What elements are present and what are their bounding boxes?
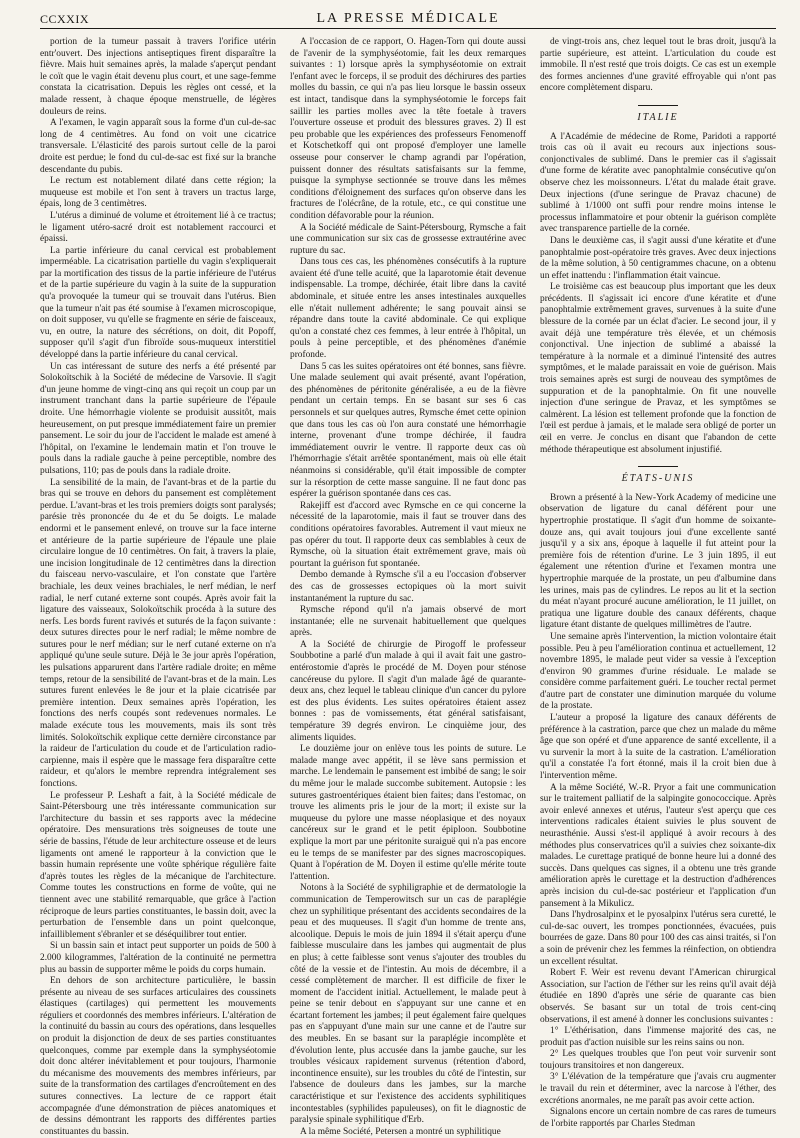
paragraph: Une semaine après l'intervention, la miction volontaire était possible. Peu à peu l'amélioration continua et actuellement, 12 novembre 1895, le malade peut vider sa vessie à l'exception d'environ 90 grammes d'urine résiduale. Le malade se considère comme parfaitement guéri. Le toucher rectal permet d'autre part de constater une diminution marquée du volume de la prostate. [540, 631, 776, 712]
paragraph: En dehors de son architecture particulière, le bassin présente au niveau de ses surfaces articulaires des coussinets élastiques (cartilages) qui permettent les mouvements réguliers et coordonnés des membres inférieurs. L'altération de la continuité du bassin au cours des opérations, dans lesquelles on produit la disjonction de deux de ses parties constituantes quelconques, comme par exemple dans la symphyséotomie doit donc altérer inévitablement et pour toujours, l'harmonie du mécanisme des mouvements des membres inférieurs, par suite de la transformation des cartilages d'encroûtement en des sutures connectives. La lecture de ce rapport était accompagnée d'une démonstration de pièces anatomiques et de dessins démontrant les rapports des différentes parties constituantes du bassin. [40, 976, 276, 1137]
column-3 [540, 37, 777, 1129]
paragraph: Robert F. Weir est revenu devant l'American chirurgical Association, sur l'action de l'éther sur les reins qu'il avait déjà étudiée en 1890 d'après une série de quarante cas bien observés. Se basant sur un total de trois cent-cinq observations, il est amené à donner les conclusions suivantes : [540, 968, 776, 1025]
paragraph: Notons à la Société de syphiligraphie et de dermatologie la communication de Temperowitsch sur un cas de paraplégie chez un syphilitique présentant des accidents secondaires de la peau et des muqueuses. Il s'agit d'un homme de trente ans, alcoolique. Depuis le mois de juin 1894 il s'était aperçu d'une faiblesse musculaire dans les jambes qui augmentait de plus en plus; à cette faiblesse sont venus s'ajouter des troubles du côté de la vessie et de l'intestin. Au mois de décembre, il a cessé complètement de marcher. Il est difficile de fixer le moment de l'accident initial. Actuellement, le malade peut à peine se tenir debout en s'appuyant sur une canne et en écartant fortement les jambes; il peut également faire quelques pas en s'appuyant d'une main sur une canne et de l'autre sur des meubles. En se basant sur la paraplégie incomplète et d'évolution lente, plus accusée dans la jambe gauche, sur les troubles vésicaux rapidement survenus (rétention d'abord, incontinence ensuite), sur les troubles du côté de l'intestin, sur l'absence de douleurs dans les jambes, sur la marche caractéristique et sur l'existence des accidents syphilitiques incontestables (syphilides papuleuses), on fit le diagnostic de paralysie spinale syphilitique d'Erb. [290, 883, 526, 1126]
paragraph: Le professeur P. Leshaft a fait, à la Société médicale de Saint-Pétersbourg une très intéressante communication sur l'architecture du bassin et ses rapports avec la médecine opératoire. Des mensurations très soigneuses de toute une série de bassins, l'étude de leur architecture osseuse et de leurs ligaments ont amené le rapporteur à la conviction que le bassin humain représente une voûte sphérique régulière faite d'après toutes les règles de la mécanique de l'architecture. Comme toutes les constructions en forme de voûte, qui ne tiennent avec une stabilité remarquable, que grâce à l'action réciproque de leurs parties constituantes, le bassin doit, avec la perturbation de l'ensemble dans un point quelconque, infailliblement s'ébranler et se déséquilibrer tout entier. [40, 790, 276, 940]
paragraph: Le douzième jour on enlève tous les points de suture. Le malade mange avec appétit, il se lève sans permission et marche. Le lendemain le pansement est imbibé de sang; le soir du même jour le malade succombe subitement. Autopsie : les sutures gastroentériques étaient bien faites; dans l'estomac, on trouve les aliments pris le jour de la mort; il existe sur la muqueuse du pylore une masse néoplasique et des noyaux cancéreux sur le grand et le petit épiploon. Soubbotine explique la mort par une péritonite suraiguë qui n'a pas encore eu le temps de se manifester par des signes macroscopiques. Quant à l'opération de M. Doyen il estime qu'elle mérite toute l'attention. [290, 744, 526, 882]
paragraph: Dans 5 cas les suites opératoires ont été bonnes, sans fièvre. Une malade seulement qui avait présenté, avant l'opération, des phénomènes de péritonite généralisée, a eu de la fièvre pendant un certain temps. En se basant sur ses 6 cas personnels et sur quelques autres, Rymsche émet cette opinion que dans tous les cas où l'on aura constaté une hémorrhagie interne, provenant d'une trompe déchirée, il faudra immédiatement ouvrir le ventre. Il rapporte deux cas où l'hémorrhagie s'était arrêtée spontanément, mais où elle était néanmoins si considérable, qu'il était impossible de compter sur la résorption de cette masse sanguine. Il ne faut donc pas espérer la guérison spontanée dans ces cas. [290, 361, 526, 500]
paragraph: L'utérus a diminué de volume et étroitement lié à ce tractus; le ligament utéro-sacré droit est notablement raccourci et épaissi. [40, 210, 276, 245]
column-1 [40, 37, 276, 1137]
paragraph: A la même Société, Petersen a montré un syphilitique [300, 1126, 501, 1137]
paragraph: 2° Les quelques troubles que l'on peut voir survenir sont toujours transitoires et non dangereux. [540, 1049, 776, 1071]
column-2 [290, 37, 526, 1137]
page-header [40, 6, 776, 29]
section-title: ÉTATS-UNIS [621, 473, 695, 485]
paragraph: L'auteur a proposé la ligature des canaux déférents de préférence à la castration, parce que chez un malade du même âge que son opéré et d'une apparence de santé excellente, il a vu survenir la mort à la suite de la castration. L'amélioration qu'il a constatée l'a fort étonné, mais il la croit bien due à l'intervention même. [540, 713, 776, 782]
paragraph: de vingt-trois ans, chez lequel tout le bras droit, jusqu'à la partie supérieure, est atteint. L'articulation du coude est immobile. Il n'est resté que trois doigts. Ce cas est un exemple des formes anciennes d'une gravité effroyable qui n'ont pas encore complètement disparu. [540, 37, 776, 94]
journal-title: LA PRESSE MÉDICALE [316, 11, 500, 26]
paragraph: Dans l'hydrosalpinx et le pyosalpinx l'utérus sera curetté, le cul-de-sac ouvert, les trompes ponctionnées, évacuées, puis bourrées de gaze. Dans 80 pour 100 des cas ainsi traités, si l'on a soin de prévenir chez les femmes la réinfection, on obtiendra un excellent résultat. [540, 910, 777, 967]
paragraph: La partie inférieure du canal cervical est probablement imperméable. La cicatrisation partielle du vagin s'expliquerait par la mortification des tissus de la partie inférieure de l'utérus et de la partie supérieure du vagin à la suite de la suppuration qu'a provoquée la tumeur qui se trouvait dans l'utérus. Bien que la tumeur n'ait pas été soumise à l'examen microscopique, on doit supposer, vu qu'elle se fragmente en série de faisceaux, vu, en outre, la nature des sécrétions, on doit, dit Popoff, supposer qu'il s'agit d'un fibroïde sous-muqueux interstitiel développé dans la partie inférieure du canal cervical. [40, 245, 276, 361]
section-heading-italie [540, 105, 776, 124]
paragraph: A l'Académie de médecine de Rome, Paridoti a rapporté trois cas où il avait eu recours aux injections sous-conjonctivales de sublimé. Dans le premier cas il s'agissait d'une forme de kératite avec panophtalmie consécutive qu'on observe chez les moissonneurs. L'état du malade était grave. Deux injections (d'une seringue de Pravaz chacune) de sublimé à 1/1000 ont suffi pour rendre moins intense le processus inflammatoire et pour obtenir la guérison complète avec transparence partielle de la cornée. [540, 131, 776, 235]
paragraph: A la même Société, W.-R. Pryor a fait une communication sur le traitement palliatif de la salpingite gonococcique. Après avoir enlevé annexes et utérus, l'auteur s'est aperçu que ces interventions radicales étaient suivies le plus souvent de neurasthénie. Aussi s'est-il appliqué à avoir recours à des méthodes plus conservatrices qu'il a suivies chez soixante-dix malades. Le curettage pratiqué de bonne heure lui a donné des succès. Dans quelques cas signes, il a obtenu une très grande amélioration après le curettage et la destruction d'adhérences après incision du cul-de-sac postérieur et l'application d'un pansement à la Mikulicz. [540, 782, 776, 909]
paragraph: A la Société de chirurgie de Pirogoff le professeur Soubbotine a parlé d'un malade à qui il avait fait une gastro-entérostomie d'après le procédé de M. Doyen pour sténose cancéreuse du pylore. Il s'agit d'un malade âgé de quarante-deux ans, chez lequel le tableau clinique d'un cancer du pylore est des plus évidents. Les suites opératoires étaient assez bonnes : pas de vomissements, état général satisfaisant, température 39 degrés environ. Le cinquième jour, des aliments liquides. [290, 639, 526, 743]
paragraph: Le troisième cas est beaucoup plus important que les deux précédents. Il s'agissait ici encore d'une kératite et d'une panophtalmie extrêmement graves, survenues à la suite d'une blessure de la cornée par un éclat d'acier. Le second jour, il y avait déjà une température très élevée, et un chémosis conjonctival. Une injection de sublimé a abaissé la température à la normale et a diminué l'intensité des autres symptômes, et le malade paraissait en voie de guérison. Mais trois semaines après est surgi de nouveau des symptômes de suppuration et de la panophtalmie. On fit une nouvelle injection d'une seringue de Pravaz, et les symptômes se calmèrent. La lésion est tellement profonde que la fonction de l'œil est perdue à jamais, et le malade sera obligé de porter un œil en verre. Je conclus en disant que l'abandon de cette méthode thérapeutique est absolument injustifié. [540, 282, 776, 455]
paragraph: La sensibilité de la main, de l'avant-bras et de la partie du bras qui se trouve en dehors du pansement est complètement perdue. L'avant-bras et les trois premiers doigts sont paralysés; parésie très prononcée du 4e et du 5e doigts. Le malade endormi et le pansement enlevé, on trouve sur la face interne et antérieure de la partie supérieure de l'épaule une plaie circulaire longue de 10 centimètres. On fait, à travers la plaie, une incision longitudinale de 12 centimètres dans la direction du faisceau nervo-vasculaire, et l'on constate que l'artère brachiale, les deux veines brachiales, le nerf médian, le nerf radial, le nerf cutané externe sont coupés. Après avoir fait la ligature des vaisseaux, Solokoïtschik procéda à la suture des nerfs. Les bords furent ravivés et suturés de la façon suivante : deux sutures directes pour le nerf radial; le même nombre de sutures pour le nerf médian; sur le nerf cutané externe on n'a appliqué qu'une seule suture. Déjà le 3e jour après l'opération, les pulsations apparurent dans l'artère radiale droite; en même temps, retour de la sensibilité de l'avant-bras et de la main. Les sutures furent enlevées le 8e jour et la plaie cicatrisée par première intention. Deux semaines après l'opération, les fonctions des nerfs coupés sont redevenues normales. Le malade exécute tous les mouvements, mais ils sont très limités. Solokoïtschik explique cette dernière circonstance par la raideur de l'articulation du coude et de l'articulation radio-carpienne, mais il espère que le massage fera disparaître cette raideur, et qu'alors le membre reprendra intégralement ses fonctions. [40, 477, 276, 789]
page-number: CCXXIX [40, 12, 90, 26]
paragraph: A l'examen, le vagin apparaît sous la forme d'un cul-de-sac long de 4 centimètres. Au fond on voit une cicatrice transversale. L'élasticité des parois surtout celle de la paroi droite est perdue; le fond du cul-de-sac est fixé sur la branche descendante du pubis. [40, 118, 276, 175]
paragraph: Dans le deuxième cas, il s'agit aussi d'une kératite et d'une panophtalmie post-opératoire très graves. Avec deux injections de la même solution, à 50 centigrammes chacune, on a obtenu un effet inattendu : l'inflammation était vaincue. [540, 235, 776, 281]
article-columns [40, 37, 777, 1137]
paragraph: Si un bassin sain et intact peut supporter un poids de 500 à 2.000 kilogrammes, l'altération de la continuité ne permettra plus au bassin de supporter même le poids du corps humain. [40, 941, 276, 975]
section-title: ITALIE [637, 111, 679, 123]
paragraph: Brown a présenté à la New-York Academy of medicine une observation de ligature du canal déférent pour une hypertrophie prostatique. Il s'agit d'un homme de soixante-douze ans, qui avait toujours joui d'une excellente santé jusqu'il y a six ans, époque à laquelle il fut atteint pour la première fois de rétention d'urine. Le 3 juin 1895, il eut également une rétention d'urine et l'examen montra une hypertrophie marquée de la prostate, un peu d'albumine dans les urines, mais pas de cylindres. Le repos au lit et la section du méat n'ayant procuré aucune amélioration, le 11 juillet, on pratiqua une ligature double des canaux déférents, chaque ligature étant distante de quelques millimètres de l'autre. [540, 492, 776, 631]
paragraph: Dans tous ces cas, les phénomènes consécutifs à la rupture avaient été d'une telle acuité, que la laparotomie était devenue indispensable. La trompe, déchirée, était libre dans la cavité abdominale, et située entre les anses intestinales auxquelles elle n'était nullement adhérente; le sang pouvait ainsi se répandre dans toute la cavité abdominale. Ce qui explique qu'on a constaté chez ces femmes, à leur entrée à l'hôpital, un pouls à peine perceptible, et des phénomènes d'anémie profonde. [290, 257, 526, 361]
section-divider [638, 105, 678, 106]
paragraph: Dembo demande à Rymsche s'il a eu l'occasion d'observer des cas de grossesses ectopiques où la mort suivit instantanément la rupture du sac. [290, 570, 526, 604]
section-divider [638, 466, 678, 467]
section-heading-etats-unis [540, 466, 776, 485]
paragraph: A l'occasion de ce rapport, O. Hagen-Torn qui doute aussi de l'avenir de la symphyséotomie, fait les deux remarques suivantes : 1) lorsque après la symphyséotomie on extrait l'enfant avec le forceps, il se produit des déchirures des parties molles du bassin, ce qui n'a pas lieu lorsque le bassin osseux est intact, tandisque dans la symphyséotomie le forceps fait saillir les parties molles avec la tête foetale à travers l'ouverture osseuse et produit des blessures graves. 2) Il est peu probable que les expériences des professeurs Fenomenoff et Kotschetkoff qui ont proposé d'employer une lamelle osseuse pour conserver le champ agrandi par l'opération, puissent donner des résultats satisfaisants sur la femme, puisque la symphyse sectionnée se trouve dans les mêmes conditions d'éloignement des surfaces qu'on observe dans les fractures de l'olécrâne, de la rotule, etc., ce qui constitue une condition défavorable pour la réunion. [290, 37, 526, 221]
paragraph: 1° L'éthérisation, dans l'immense majorité des cas, ne produit pas d'action nuisible sur les reins sains ou non. [540, 1026, 776, 1048]
paragraph: Rakejiff est d'accord avec Rymsche en ce qui concerne la nécessité de la laparotomie, mais il faut se trouver dans des conditions opératoires favorables. Autrement il vaut mieux ne pas opérer du tout. Il rapporte deux cas semblables à ceux de Rymsche, où la situation était extrêmement grave, mais où pourtant la guérison fut spontanée. [290, 500, 526, 569]
paragraph: portion de la tumeur passait à travers l'orifice utérin entr'ouvert. Des injections antiseptiques firent disparaître la fièvre. Mais huit semaines après, la malade s'aperçut pendant le coït que le vagin était devenu plus court, et une sage-femme constata la cicatrisation. Depuis les règles ont cessé, et la malade ressent, à chaque époque menstruelle, de légères douleurs de reins. [40, 37, 276, 117]
paragraph: 3° L'élévation de la température que j'avais cru augmenter le travail du rein et déterminer, avec la narcose à l'éther, des excrétions anormales, ne me paraît pas avoir cette action. [540, 1072, 776, 1106]
paragraph: Un cas intéressant de suture des nerfs a été présenté par Solokoïtschik à la Société de médecine de Varsovie. Il s'agit d'un jeune homme de vingt-cinq ans qui reçoit un coup par un instrument tranchant dans la partie supérieure de l'épaule droite. Une hémorrhagie violente se produisit aussitôt, mais heureusement, on put presque immédiatement faire un premier pansement. Le soir du jour de l'accident le malade est amené à l'hôpital, on l'examine le lendemain matin et l'on trouve le pouls dans la radiale gauche à peine perceptible, nombre des pulsations, 110; pas de pouls dans la radiale droite. [40, 361, 276, 476]
paragraph: Le rectum est notablement dilaté dans cette région; la muqueuse est mobile et l'on sent à travers un tractus large, épais, long de 3 centimètres. [40, 176, 276, 210]
paragraph: Signalons encore un certain nombre de cas rares de tumeurs de l'orbite rapportés par Charles Stedman [540, 1107, 776, 1129]
paragraph: Rymsche répond qu'il n'a jamais observé de mort instantanée; elle ne survenait habituellement que quelques après. [290, 605, 526, 639]
paragraph: A la Société médicale de Saint-Pétersbourg, Rymsche a fait une communication sur six cas de grossesse extrautérine avec rupture du sac. [290, 222, 526, 256]
